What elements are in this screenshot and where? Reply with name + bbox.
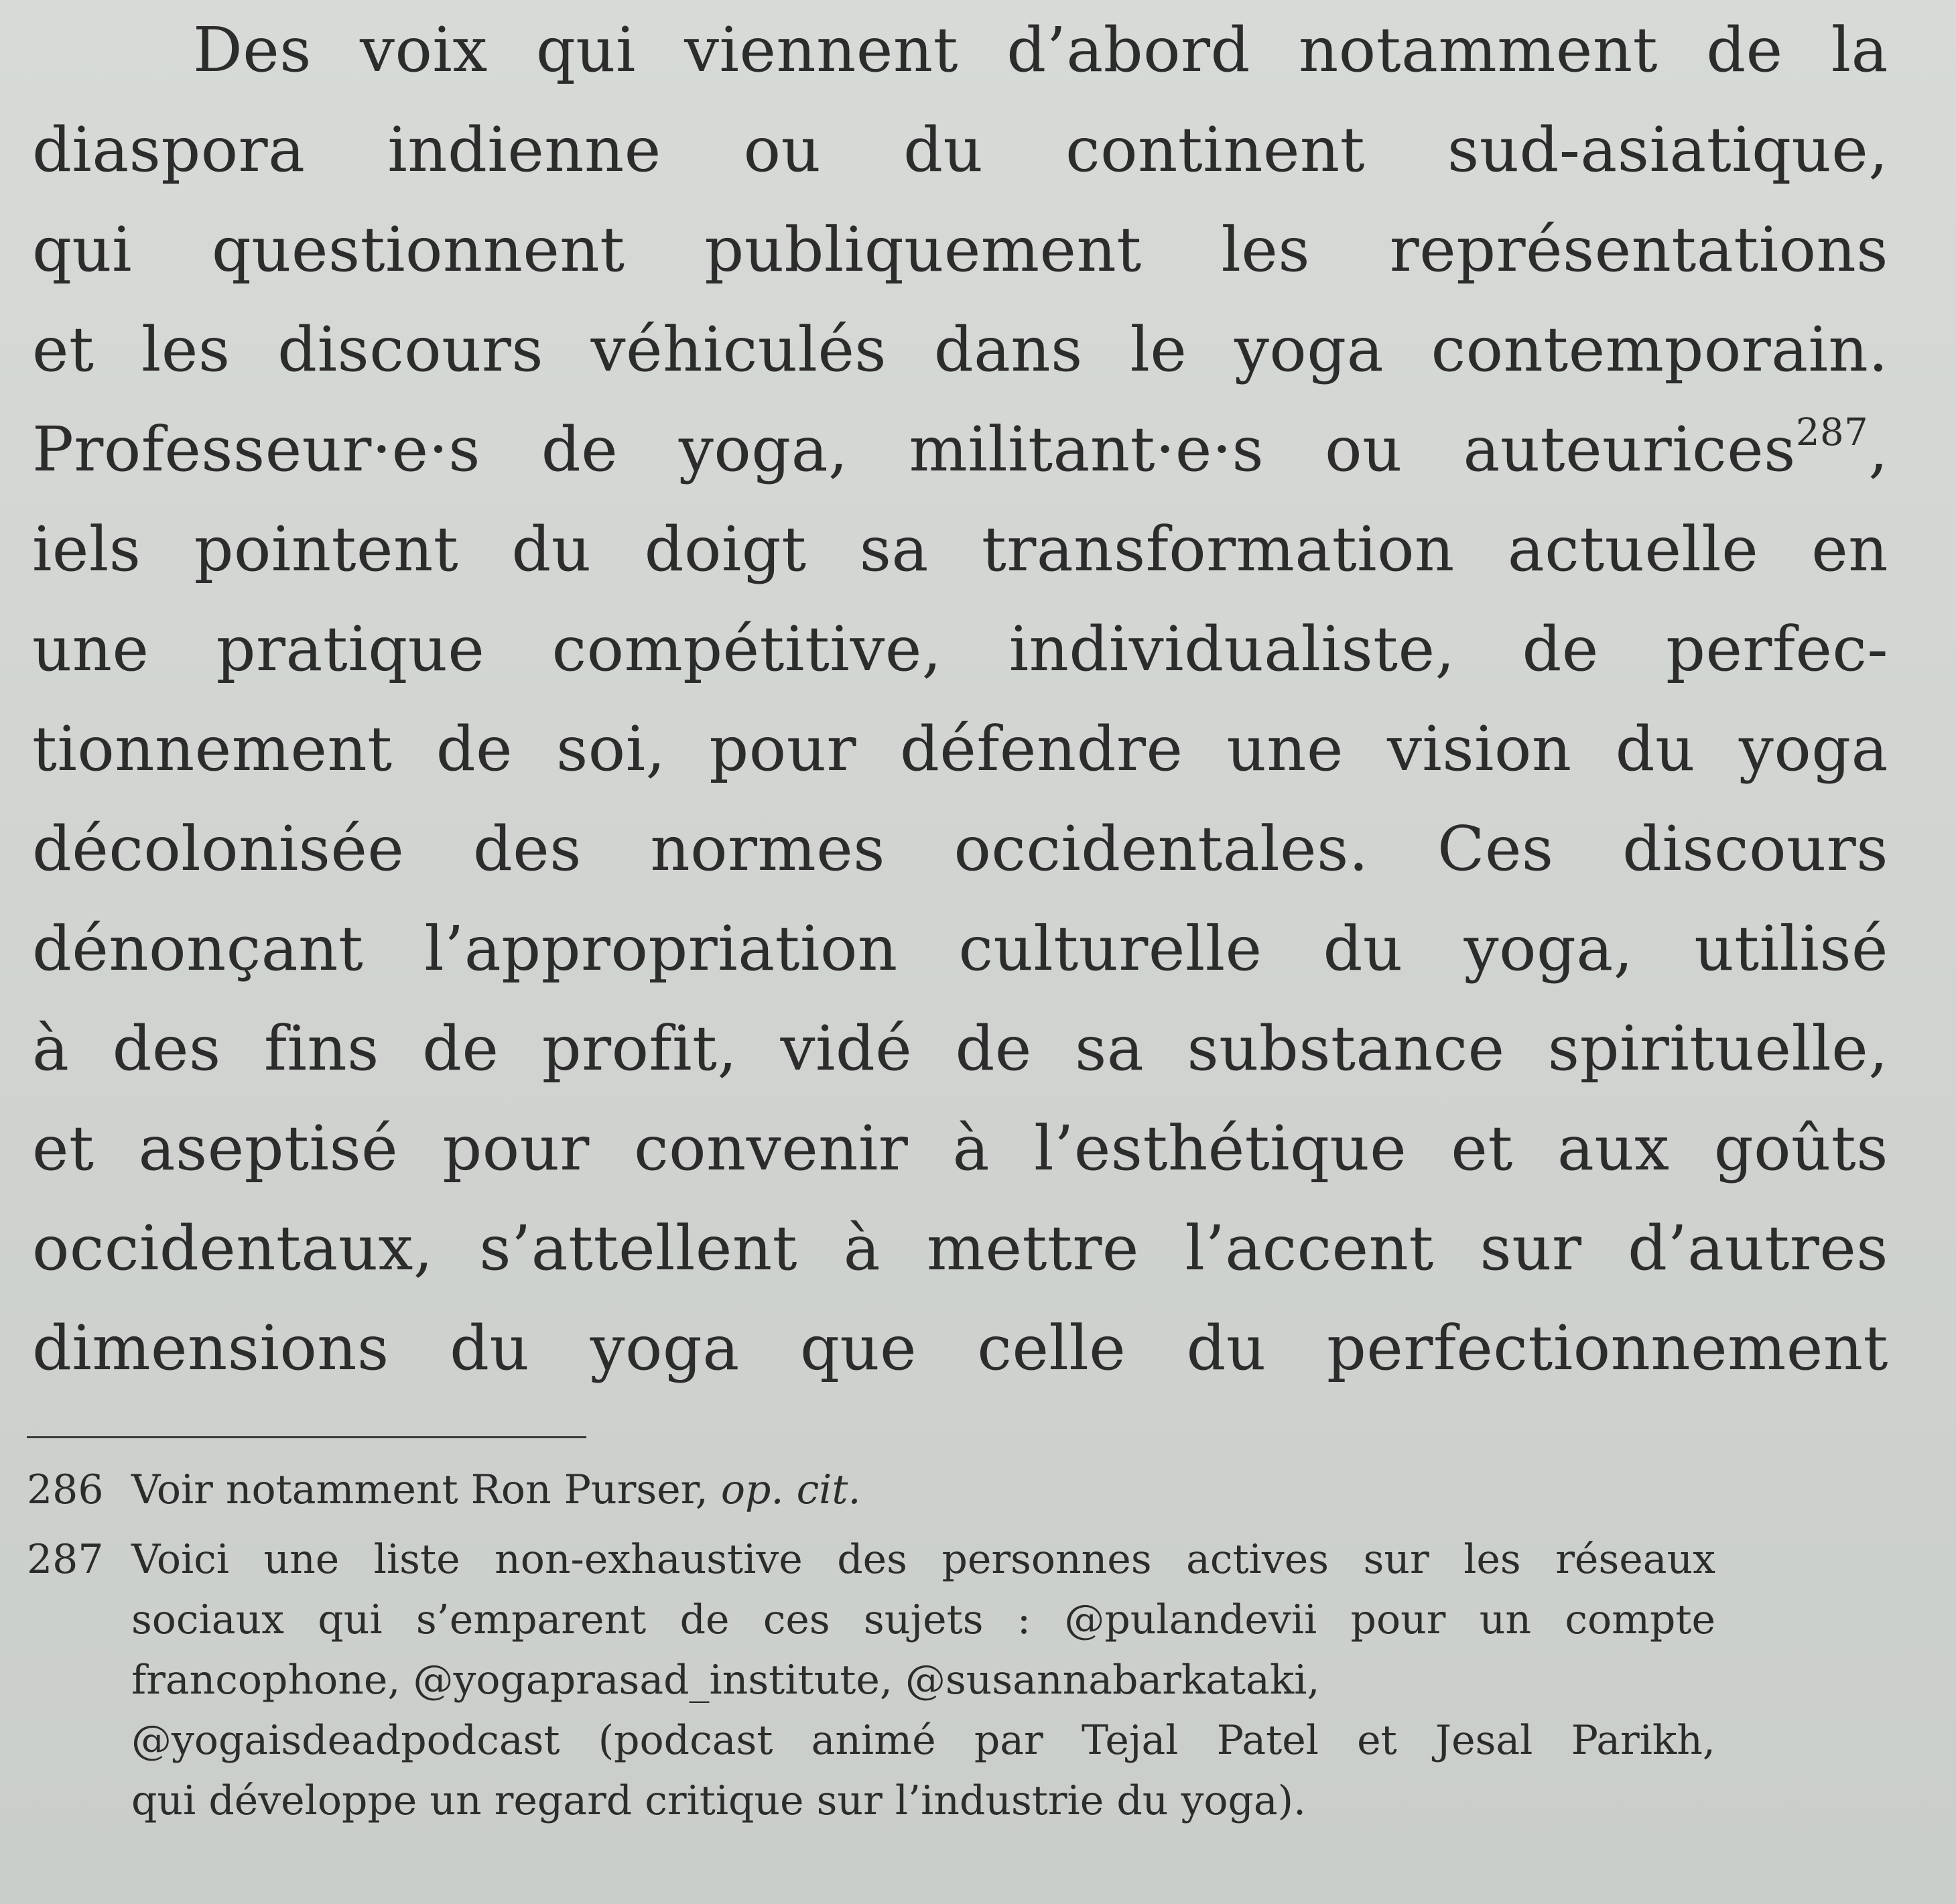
footnote-text-line: qui développe un regard critique sur l’industrie du yoga). <box>131 1777 1307 1824</box>
footnote-286 <box>27 1460 1715 1520</box>
text-line: et aseptisé pour convenir à l’esthétique et aux goûts <box>32 1113 1888 1184</box>
text-line: décolonisée des normes occidentales. Ces discours <box>32 813 1888 885</box>
text-line: et les discours véhiculés dans le yoga contemporain. <box>32 314 1888 385</box>
text-line-with-footnote-ref <box>32 399 1888 499</box>
footnote-287 <box>27 1529 1715 1831</box>
footnote-text-content: Voir notamment Ron Purser, <box>131 1466 721 1513</box>
footnote-separator-rule <box>27 1436 586 1438</box>
footnote-text-line: @yogaisdeadpodcast (podcast animé par Tejal Patel et Jesal Parikh, <box>131 1717 1715 1764</box>
footnotes-section <box>27 1460 1715 1840</box>
footnote-text <box>131 1529 1715 1831</box>
footnote-reference-287: 287 <box>1795 411 1869 455</box>
text-line: qui questionnent publiquement les représentations <box>32 214 1888 285</box>
text-line: dimensions du yoga que celle du perfectionnement <box>32 1312 1888 1384</box>
body-paragraph <box>32 0 1888 1398</box>
footnote-number: 286 <box>27 1466 104 1513</box>
text-line: diaspora indienne ou du continent sud-asiatique, <box>32 114 1888 186</box>
text-line: Des voix qui viennent d’abord notamment de la <box>193 14 1888 86</box>
text-line: une pratique compétitive, individualiste, de perfec- <box>32 613 1888 685</box>
text-line: tionnement de soi, pour défendre une vision du yoga <box>32 713 1888 785</box>
footnote-text <box>131 1460 1715 1520</box>
footnote-ref-comma: , <box>1868 414 1888 485</box>
text-line: iels pointent du doigt sa transformation actuelle en <box>32 513 1888 585</box>
text-line: occidentaux, s’attellent à mettre l’accent sur d’autres <box>32 1212 1888 1284</box>
text-line: à des fins de profit, vidé de sa substance spirituelle, <box>32 1013 1888 1084</box>
footnote-text-line: francophone, @yogaprasad_institute, @susannabarkataki, <box>131 1657 1320 1704</box>
text-line: dénonçant l’appropriation culturelle du yoga, utilisé <box>32 913 1888 985</box>
footnote-text-line: Voici une liste non-exhaustive des personnes actives sur les réseaux <box>131 1536 1715 1583</box>
footnote-italic-citation: op. cit. <box>720 1466 861 1513</box>
text-line-content: Professeur·e·s de yoga, militant·e·s ou auteurices <box>32 414 1796 485</box>
footnote-text-line: sociaux qui s’emparent de ces sujets : @pulandevii pour un compte <box>131 1596 1715 1643</box>
footnote-number: 287 <box>27 1536 104 1583</box>
